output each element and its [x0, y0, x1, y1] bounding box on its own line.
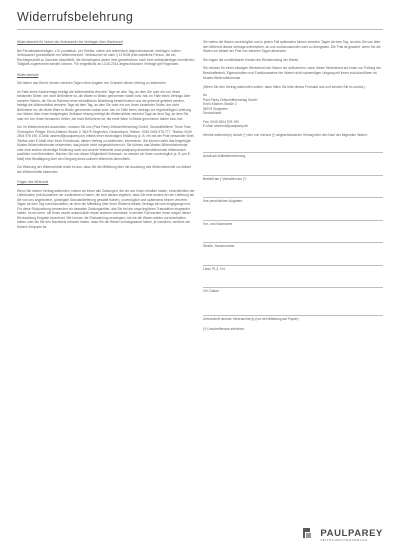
contact-fax: Fax: 0049 2604 978 190 [203, 119, 239, 124]
fill-line[interactable] [203, 164, 383, 176]
fill-line [203, 186, 383, 198]
logo-text [320, 529, 383, 542]
logo-subtitle: ZEITSCHRIFTENVERLAG [320, 537, 368, 542]
field-signature[interactable] [203, 299, 383, 322]
address-line: Erich-Kästner-Straße 2 [203, 102, 237, 106]
publisher-logo [302, 526, 383, 544]
fill-line[interactable] [203, 141, 383, 153]
field-label: Unterschrift des/der Verbraucher(s) (nur bei Mitteilung auf Papier) [203, 316, 299, 321]
fill-line[interactable] [203, 209, 383, 221]
address-line: An [203, 93, 208, 97]
paragraph-exercise-right: Um Ihr Widerrufsrecht auszuüben, müssen Sie uns (Paul Parey Zeitschriftenverlag GmbH, Geschäftsführer Thorn Twer, Christopher Pflüger, Erich-Kästner-Straße 2, 56379 Singhofen, Deutschland, Telefon: 0049 2604 978 777, Telefax: 0049 2604 978 190, E-Mail: widerruf@paulparey.de) mittels einer eindeutigen Erklärung (z. B. ein mit der Post versandter Brief, Telefax oder E-Mail) über Ihren Entschluss, diesen Vertrag zu widerrufen, informieren. Sie können dafür das beigefügte Muster-Widerrufsformular verwenden, das jedoch nicht vorgeschrieben ist. Sie können das Muster-Widerrufsformular oder eine andere eindeutige Erklärung auch auf unserer Webseite www.paulparey.de/widerrufsformular elektronisch ausfüllen und übermitteln. Machen Sie von dieser Möglichkeit Gebrauch, so werden wir Ihnen unverzüglich (z. B. per E-Mail) eine Bestätigung über den Eingang eines solchen Widerrufs übermitteln. [17, 125, 195, 161]
intro-heading: Widerrufsrecht für Nutzer als Verbraucher bei Verträgen über Warenkauf [17, 40, 123, 44]
field-name[interactable] [203, 209, 383, 227]
field-place-date[interactable] [203, 276, 383, 294]
field-personal-details [203, 186, 383, 204]
paragraph-right-to-withdraw: Sie haben das Recht, binnen vierzehn Tagen ohne Angabe von Gründen diesen Vertrag zu widerrufen. [17, 81, 167, 85]
address-line: 56379 Singhofen [203, 106, 228, 111]
fill-line[interactable] [203, 254, 383, 266]
field-label: Straße, Hausnummer [203, 244, 235, 248]
logo-name: PAULPAREY [320, 527, 383, 539]
contact-email: E-Mail: widerruf@paulparey.de [203, 124, 249, 128]
left-column [17, 40, 195, 233]
field-street[interactable] [203, 231, 383, 249]
paragraph-withdrawal-period: Im Falle eines Kaufvertrags beträgt die Widerrufsfrist vierzehn Tage ab dem Tag, an dem Sie oder ein von Ihnen benannter Dritter, der nicht Beförderer ist, die Waren in Besitz genommen haben bzw. hat. Im Falle eines Vertrags über mehrere Waren, die Sie im Rahmen einer einheitlichen Bestellung bestellt haben und die getrennt geliefert werden, beträgt die Widerrufsfrist vierzehn Tage ab dem Tag, an dem Sie oder ein von Ihnen benannter Dritter, der nicht Beförderer ist, die letzte Ware in Besitz genommen haben bzw. hat. Im Falle eines Vertrags zur regelmäßigen Lieferung von Waren über einen festgelegten Zeitraum hinweg beträgt die Widerrufsfrist vierzehn Tage ab dem Tag, an dem Sie oder ein von Ihnen benannter Dritter, der nicht Beförderer ist, die erste Ware in Besitz genommen haben bzw. hat. [17, 89, 192, 121]
title-divider [17, 29, 383, 30]
address-line: Deutschland [203, 111, 222, 115]
document-title: Widerrufsbelehrung [17, 10, 134, 24]
field-order-date[interactable] [203, 164, 383, 182]
field-label: Vor- und Nachname [203, 221, 233, 226]
field-label: Ausdruck Artikelbezeichnung [203, 154, 246, 158]
section-heading-widerrufsrecht: Widerrufsrecht [17, 72, 39, 77]
field-label: Bestellt am (*)/erhalten am (*) [203, 176, 247, 181]
field-label: Land, PLZ, Ort [203, 266, 225, 271]
logo-mark-icon [302, 526, 312, 544]
paragraph-return-costs: Sie tragen die unmittelbaren Kosten der Rücksendung der Waren. [203, 57, 300, 62]
right-column [203, 40, 383, 336]
footnote: (*) Unzutreffendes streichen. [203, 327, 245, 331]
field-article[interactable] [203, 141, 383, 159]
field-label: Ihre persönlichen Angaben: [203, 199, 244, 203]
field-label: Ort, Datum [203, 289, 220, 293]
form-instruction: (Wenn Sie den Vertrag widerrufen wollen, dann füllen Sie bitte dieses Formular aus und senden Sie es zurück.) [203, 84, 366, 89]
paragraph-deadline: Zur Wahrung der Widerrufsfrist reicht es aus, dass Sie die Mitteilung über die Ausübung des Widerrufsrechts vor Ablauf der Widerrufsfrist absenden. [17, 165, 191, 174]
fill-line[interactable] [203, 276, 383, 288]
paragraph-return-goods: Sie haben die Waren unverzüglich und in jedem Fall spätestens binnen vierzehn Tagen ab dem Tag, an dem Sie uns über den Widerruf dieses Vertrags unterrichten, an uns zurückzusenden oder zu übergeben. Die Frist ist gewahrt, wenn Sie die Waren vor Ablauf der Frist von vierzehn Tagen absenden. [203, 40, 381, 53]
recipient-address [203, 93, 383, 116]
form-heading: Muster-Widerrufsformular [203, 76, 241, 80]
fill-line[interactable] [203, 231, 383, 243]
paragraph-consequences: Wenn Sie diesen Vertrag widerrufen, haben wir Ihnen alle Zahlungen, die wir von Ihnen erhalten haben, einschließlich der Lieferkosten (mit Ausnahme der zusätzlichen Kosten, die sich daraus ergeben, dass Sie eine andere Art der Lieferung als die von uns angebotene, günstigste Standardlieferung gewählt haben), unverzüglich und spätestens binnen vierzehn Tagen ab dem Tag zurückzuzahlen, an dem die Mitteilung über Ihren Widerruf dieses Vertrags bei uns eingegangen ist. Für diese Rückzahlung verwenden wir dasselbe Zahlungsmittel, das Sie bei der ursprünglichen Transaktion eingesetzt haben, es sei denn, mit Ihnen wurde ausdrücklich etwas anderes vereinbart; in keinem Fall werden Ihnen wegen dieser Rückzahlung Entgelte berechnet. Wir können die Rückzahlung verweigern, bis wir die Waren wieder zurückerhalten haben oder bis Sie den Nachweis erbracht haben, dass Sie die Waren zurückgesandt haben, je nachdem, welches der frühere Zeitpunkt ist. [17, 188, 195, 229]
address-line: Paul Parey Zeitschriftenverlag GmbH [203, 97, 258, 102]
intro-paragraph: Bei Fernabsatzverträgen, z.B. postalisch, per Telefax, online und telefonisch abgeschlossenen Verträgen, haben Verbraucher grundsätzlich ein Widerrufsrecht. Verbraucher ist nach § 13 BGB jede natürliche Person, die ein Rechtsgeschäft zu Zwecken abschließt, die überwiegend weder ihrer gewerblichen noch ihrer selbstständigen beruflichen Tätigkeit zugerechnet werden können. Für entgeltliche ab 13.06.2014 abgeschlossene Verträge gilt Folgendes: [17, 48, 195, 66]
section-heading-folgen: Folgen des Widerrufs [17, 180, 49, 184]
withdrawal-declaration: Hiermit widerrufe(n) ich/wir (*) den von mir/uns (*) abgeschlossenen Vertrag über den Kauf der folgenden Waren: [203, 132, 368, 137]
paragraph-value-loss: Sie müssen für einen etwaigen Wertverlust der Waren nur aufkommen, wenn dieser Wertverlust auf einen zur Prüfung der Beschaffenheit, Eigenschaften und Funktionsweise der Waren nicht notwendigen Umgang mit ihnen zurückzuführen ist. [203, 66, 381, 75]
fill-line[interactable] [203, 299, 383, 316]
recipient-contact [203, 120, 383, 129]
field-city[interactable] [203, 254, 383, 272]
